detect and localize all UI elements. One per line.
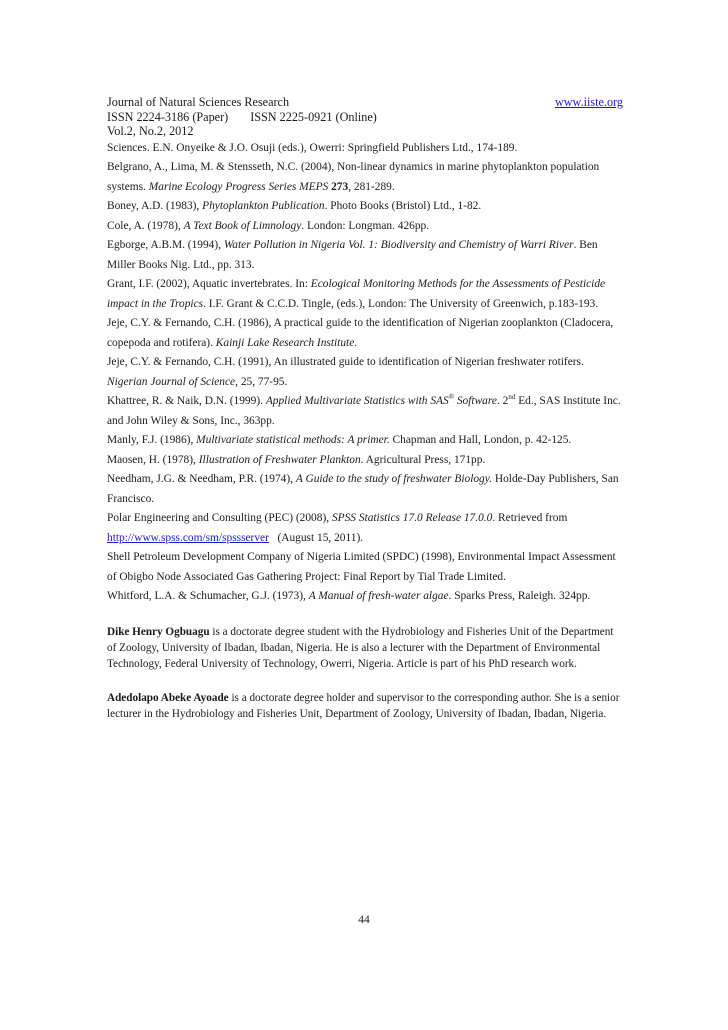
reference-text: Needham, J.G. & Needham, P.R. (1974), <box>107 473 296 485</box>
reference-text: . Photo Books (Bristol) Ltd., 1-82. <box>324 200 482 212</box>
author-name: Adedolapo Abeke Ayoade <box>107 691 229 704</box>
spss-url-link[interactable]: http://www.spss.com/sm/spssserver <box>107 531 269 544</box>
reference-text: . Ben Miller Books Nig. Ltd., pp. 313. <box>107 239 598 271</box>
reference-text: Egborge, A.B.M. (1994), <box>107 239 224 251</box>
page-number: 44 <box>358 914 370 926</box>
reference-source: Nigerian Journal of Science, <box>107 375 238 388</box>
journal-header <box>107 95 623 139</box>
reference-text: Chapman and Hall, London, p. 42-125. <box>389 434 572 446</box>
reference-source: Marine Ecology Progress Series MEPS <box>148 180 332 193</box>
reference-text: Belgrano, A., Lima, M. & Stensseth, N.C. (2004), Non-linear dynamics in marine phytoplankton population systems. <box>107 161 600 193</box>
reference-text: . I.F. Grant & C.C.D. Tingle, (eds.), London: The University of Greenwich, p.183-193. <box>203 297 599 310</box>
author-bio <box>107 690 623 722</box>
reference-item <box>107 392 623 431</box>
author-bio-text: is a doctorate degree holder and supervisor to the corresponding author. She is a senior lecturer in the Hydrobiology and Fisheries Unit, Department of Zoology, University of Ibadan, Ibadan, Nigeria. <box>107 691 620 720</box>
header-row-1 <box>107 95 623 110</box>
reference-source: SPSS Statistics 17.0 Release 17.0.0 <box>331 512 493 524</box>
reference-item <box>107 139 623 159</box>
reference-source: A Manual of fresh-water algae <box>308 590 449 602</box>
reference-text: Cole, A. (1978), <box>107 219 184 232</box>
reference-item <box>107 236 623 275</box>
reference-text: . 2 <box>496 395 509 407</box>
reference-text: , 281-289. <box>348 180 395 193</box>
reference-text: Shell Petroleum Development Company of Nigeria Limited (SPDC) (1998), Environmental Impact Assessment of Obigbo Node Associated Gas Gathering Project: Final Report by Tial Trade Limited. <box>107 551 616 583</box>
ordinal-suffix: nd <box>508 393 516 401</box>
reference-text: Maosen, H. (1978), <box>107 453 199 466</box>
reference-text: Boney, A.D. (1983), <box>107 200 203 212</box>
issn-paper: ISSN 2224-3186 (Paper) <box>107 109 229 124</box>
reference-text: (August 15, 2011). <box>268 531 364 544</box>
reference-text: . Agricultural Press, 171pp. <box>360 453 486 466</box>
reference-item <box>107 470 623 509</box>
author-bio <box>107 624 623 672</box>
reference-text: Polar Engineering and Consulting (PEC) (2008), <box>107 512 332 524</box>
volume-info: Vol.2, No.2, 2012 <box>107 124 194 138</box>
reference-text: Ed., SAS Institute Inc. and John Wiley & Sons, Inc., 363pp. <box>107 395 621 427</box>
reference-source: Kainji Lake Research Institute <box>215 336 355 349</box>
reference-item <box>107 158 623 197</box>
reference-item <box>107 587 623 607</box>
reference-item <box>107 353 623 392</box>
journal-title: Journal of Natural Sciences Research <box>107 95 290 109</box>
reference-source: A Guide to the study of freshwater Biology. <box>295 473 493 485</box>
page-content <box>107 95 623 722</box>
reference-item <box>107 431 623 451</box>
reference-text: . London: Longman. 426pp. <box>301 219 430 232</box>
reference-item <box>107 275 623 314</box>
reference-volume: 273 <box>331 180 349 193</box>
reference-source: A Text Book of Limnology <box>183 219 302 232</box>
reference-source: Multivariate statistical methods: A primer. <box>196 434 390 446</box>
reference-source: Applied Multivariate Statistics with SAS <box>265 395 449 407</box>
reference-source: Illustration of Freshwater Plankton <box>198 453 361 466</box>
author-bio-text: is a doctorate degree student with the Hydrobiology and Fisheries Unit of the Department of Zoology, University of Ibadan, Ibadan, Nigeria. He is also a lecturer with the Department of Environmental Technology, Federal University of Technology, Owerri, Nigeria. Article is part of his PhD research work. <box>107 625 614 670</box>
issn-online: ISSN 2225-0921 (Online) <box>250 109 377 124</box>
reference-text: . <box>354 336 358 349</box>
reference-text: Khattree, R. & Naik, D.N. (1999). <box>107 395 266 407</box>
reference-text: Manly, F.J. (1986), <box>107 434 197 446</box>
reference-item <box>107 509 623 548</box>
reference-item <box>107 217 623 237</box>
reference-text: Jeje, C.Y. & Fernando, C.H. (1986), A practical guide to the identification of Nigerian zooplankton (Cladocera, copepoda and rotifera). <box>107 317 614 349</box>
reference-list <box>107 139 623 607</box>
reference-source: Phytoplankton Publication <box>202 200 325 212</box>
reference-item <box>107 548 623 587</box>
header-row-2 <box>107 110 623 125</box>
reference-text: Sciences. E.N. Onyeike & J.O. Osuji (eds.), Owerri: Springfield Publishers Ltd., 174-189. <box>107 141 518 154</box>
reference-text: . Sparks Press, Raleigh. 324pp. <box>448 590 591 602</box>
reference-source: Software <box>454 395 497 407</box>
reference-item <box>107 451 623 471</box>
reference-text: 25, 77-95. <box>237 375 288 388</box>
registered-mark: ® <box>448 393 455 401</box>
reference-item <box>107 314 623 353</box>
author-name: Dike Henry Ogbuagu <box>107 625 210 638</box>
reference-item <box>107 197 623 217</box>
reference-text: . Retrieved from <box>492 512 568 524</box>
reference-text: Jeje, C.Y. & Fernando, C.H. (1991), An illustrated guide to identification of Nigerian freshwater rotifers. <box>107 356 584 368</box>
reference-text: Grant, I.F. (2002), Aquatic invertebrates. In: <box>107 278 311 290</box>
website-link[interactable]: www.iiste.org <box>554 95 623 109</box>
reference-text: Whitford, L.A. & Schumacher, G.J. (1973), <box>107 590 309 602</box>
reference-source: Ecological Monitoring Methods for the Assessments of Pesticide impact in the Tropics <box>107 278 606 310</box>
reference-text: Holde-Day Publishers, San Francisco. <box>107 473 619 505</box>
reference-source: Water Pollution in Nigeria Vol. 1: Biodiversity and Chemistry of Warri River <box>223 239 574 251</box>
